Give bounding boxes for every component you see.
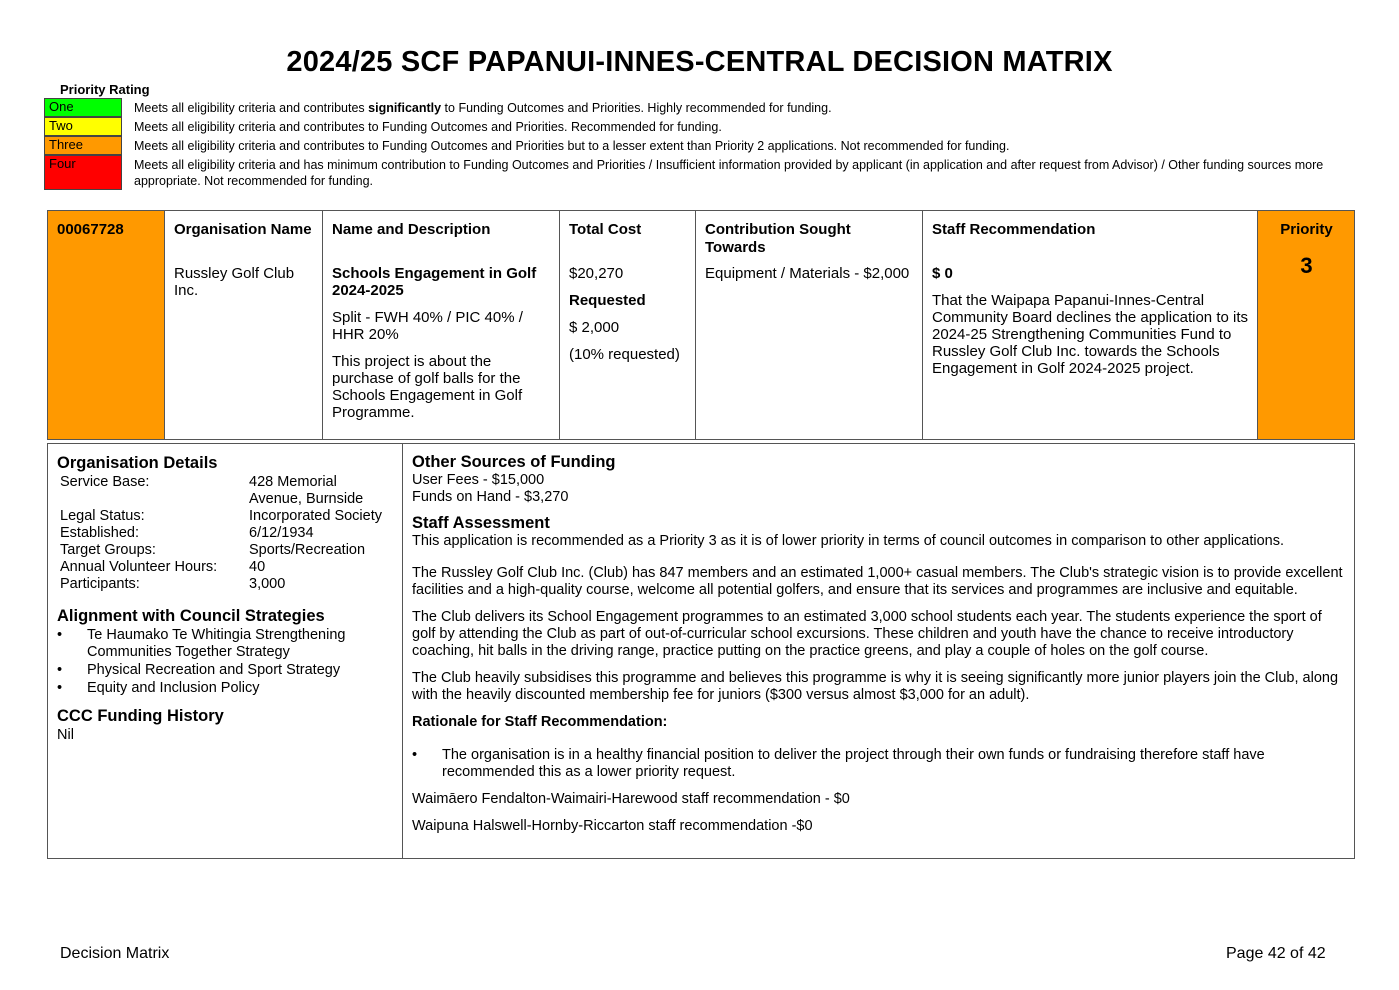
application-row — [48, 211, 1355, 440]
detail-row — [57, 542, 393, 559]
bullet-icon: • — [57, 627, 63, 643]
right-column — [403, 444, 1354, 858]
project-name: Schools Engagement in Golf 2024-2025 — [332, 265, 537, 299]
detail-label: Participants: — [60, 576, 140, 592]
application-id: 00067728 — [57, 221, 124, 238]
left-column — [48, 444, 403, 858]
priority-legend — [44, 98, 1344, 190]
other-recommendation: Waimāero Fendalton-Waimairi-Harewood staff recommendation - $0 — [412, 791, 850, 807]
legend-row-four — [44, 155, 1344, 190]
other-funding-item: Funds on Hand - $3,270 — [412, 489, 569, 505]
alignment-item: Physical Recreation and Sport Strategy — [87, 662, 341, 678]
legend-text-one-bold: significantly — [368, 101, 442, 115]
recommendation-header: Staff Recommendation — [932, 221, 1096, 238]
detail-row — [57, 576, 393, 593]
detail-row — [57, 508, 393, 525]
page-title: 2024/25 SCF PAPANUI-INNES-CENTRAL DECISION MATRIX — [286, 46, 1113, 78]
detail-label: Annual Volunteer Hours: — [60, 559, 218, 575]
organisation-header: Organisation Name — [174, 221, 312, 238]
page-number: Page 42 of 42 — [1226, 945, 1326, 962]
bullet-icon: • — [57, 662, 63, 678]
legend-text-one-a: Meets all eligibility criteria and contributes — [134, 101, 369, 115]
organisation-name: Russley Golf Club Inc. — [174, 265, 295, 299]
detail-label: Legal Status: — [60, 508, 145, 524]
recommendation-amount: $ 0 — [932, 265, 953, 282]
funding-history-value: Nil — [57, 727, 74, 743]
other-recommendation: Waipuna Halswell-Hornby-Riccarton staff recommendation -$0 — [412, 818, 813, 834]
assessment-paragraph: The Club heavily subsidises this programme and believes this programme is why it is seeing significantly more junior players join the Club, along with the heavily discounted membership fee for juniors ($300 versus almost $3,000 for an adult). — [412, 670, 1339, 703]
funding-history-heading: CCC Funding History — [57, 707, 224, 725]
detail-row — [57, 559, 393, 576]
project-split: Split - FWH 40% / PIC 40% / HHR 20% — [332, 309, 523, 343]
legend-row-two — [44, 117, 1344, 136]
bullet-icon: • — [57, 680, 63, 696]
list-item — [57, 662, 393, 679]
alignment-item: Equity and Inclusion Policy — [87, 680, 260, 696]
legend-text-one — [134, 98, 832, 116]
org-details-heading: Organisation Details — [57, 454, 218, 472]
rationale-text: The organisation is in a healthy financial position to deliver the project through their own funds or fundraising therefore staff have recommended this as a lower priority request. — [442, 747, 1265, 780]
detail-value: 6/12/1934 — [249, 525, 314, 541]
legend-text-two: Meets all eligibility criteria and contributes to Funding Outcomes and Priorities. Recommended for funding. — [134, 120, 722, 134]
description-cell — [323, 211, 560, 440]
requested-label: Requested — [569, 292, 646, 309]
alignment-item: Te Haumako Te Whitingia Strengthening Communities Together Strategy — [87, 627, 346, 660]
priority-header: Priority — [1280, 221, 1333, 238]
detail-value: Sports/Recreation — [249, 542, 366, 558]
other-funding-item: User Fees - $15,000 — [412, 472, 545, 488]
priority-cell — [1258, 211, 1355, 440]
other-funding-heading: Other Sources of Funding — [412, 453, 616, 471]
details-box — [47, 443, 1355, 859]
total-cost: $20,270 — [569, 265, 624, 282]
assessment-paragraph: The Club delivers its School Engagement programmes to an estimated 3,000 school students each year. The students experience the sport of golf by attending the Club as part of out-of-curricular school excursions. These children and youth have the chance to receive introductory coaching, hit balls in the driving range, practice putting on the practice greens, and play a couple of holes on the golf course. — [412, 609, 1322, 659]
legend-row-one — [44, 98, 1344, 117]
assessment-paragraph: This application is recommended as a Priority 3 as it is of lower priority in terms of council outcomes in comparison to other applications. — [412, 533, 1284, 549]
legend-swatch-three: Three — [44, 136, 122, 155]
requested-amount: $ 2,000 — [569, 319, 620, 336]
detail-row — [57, 474, 393, 508]
detail-row — [57, 525, 393, 542]
priority-value: 3 — [1300, 253, 1313, 278]
application-table — [47, 210, 1355, 440]
detail-label: Service Base: — [60, 474, 150, 490]
rationale-bullet — [412, 747, 1345, 781]
bullet-icon: • — [412, 747, 418, 763]
contribution-value: Equipment / Materials - $2,000 — [705, 265, 910, 282]
description-header: Name and Description — [332, 221, 491, 238]
legend-text-one-c: to Funding Outcomes and Priorities. Highly recommended for funding. — [441, 101, 832, 115]
detail-value: 40 — [249, 559, 266, 575]
requested-percent: (10% requested) — [569, 346, 680, 363]
alignment-heading: Alignment with Council Strategies — [57, 607, 325, 625]
application-id-cell — [48, 211, 165, 440]
legend-text-four: Meets all eligibility criteria and has minimum contribution to Funding Outcomes and Priorities / Insufficient information provided by applicant (in application and after request from Advisor) / Other funding sources more appropriate. Not recommended for funding. — [134, 158, 1324, 188]
assessment-paragraph: The Russley Golf Club Inc. (Club) has 847 members and an estimated 1,000+ casual members. The Club's strategic vision is to provide excellent facilities and a high-quality course, welcome all potential golfers, and ensure that its services and programmes are inclusive and equitable. — [412, 565, 1343, 598]
contribution-cell — [696, 211, 923, 440]
detail-label: Established: — [60, 525, 139, 541]
contribution-header: Contribution Sought Towards — [705, 221, 851, 256]
legend-swatch-two: Two — [44, 117, 122, 136]
detail-label: Target Groups: — [60, 542, 156, 558]
footer-title: Decision Matrix — [60, 945, 170, 962]
legend-row-three — [44, 136, 1344, 155]
legend-swatch-four: Four — [44, 155, 122, 190]
rationale-heading: Rationale for Staff Recommendation: — [412, 714, 668, 730]
legend-swatch-one: One — [44, 98, 122, 117]
cost-cell — [560, 211, 696, 440]
staff-assessment-heading: Staff Assessment — [412, 514, 550, 532]
priority-rating-heading: Priority Rating — [60, 82, 150, 97]
organisation-cell — [165, 211, 323, 440]
cost-header: Total Cost — [569, 221, 642, 238]
detail-value: Incorporated Society — [249, 508, 382, 524]
detail-value: 3,000 — [249, 576, 286, 592]
legend-text-three: Meets all eligibility criteria and contributes to Funding Outcomes and Priorities but to a lesser extent than Priority 2 applications. Not recommended for funding. — [134, 139, 1010, 153]
recommendation-text: That the Waipapa Papanui-Innes-Central Community Board declines the application to its 2024-25 Strengthening Communities Fund to Russley Golf Club Inc. towards the Schools Engagement in Golf 2024-2025 project. — [932, 292, 1248, 377]
detail-value: 428 Memorial Avenue, Burnside — [249, 474, 364, 507]
recommendation-cell — [923, 211, 1258, 440]
list-item — [57, 627, 393, 661]
list-item — [57, 680, 393, 697]
project-description: This project is about the purchase of golf balls for the Schools Engagement in Golf Programme. — [332, 353, 523, 421]
